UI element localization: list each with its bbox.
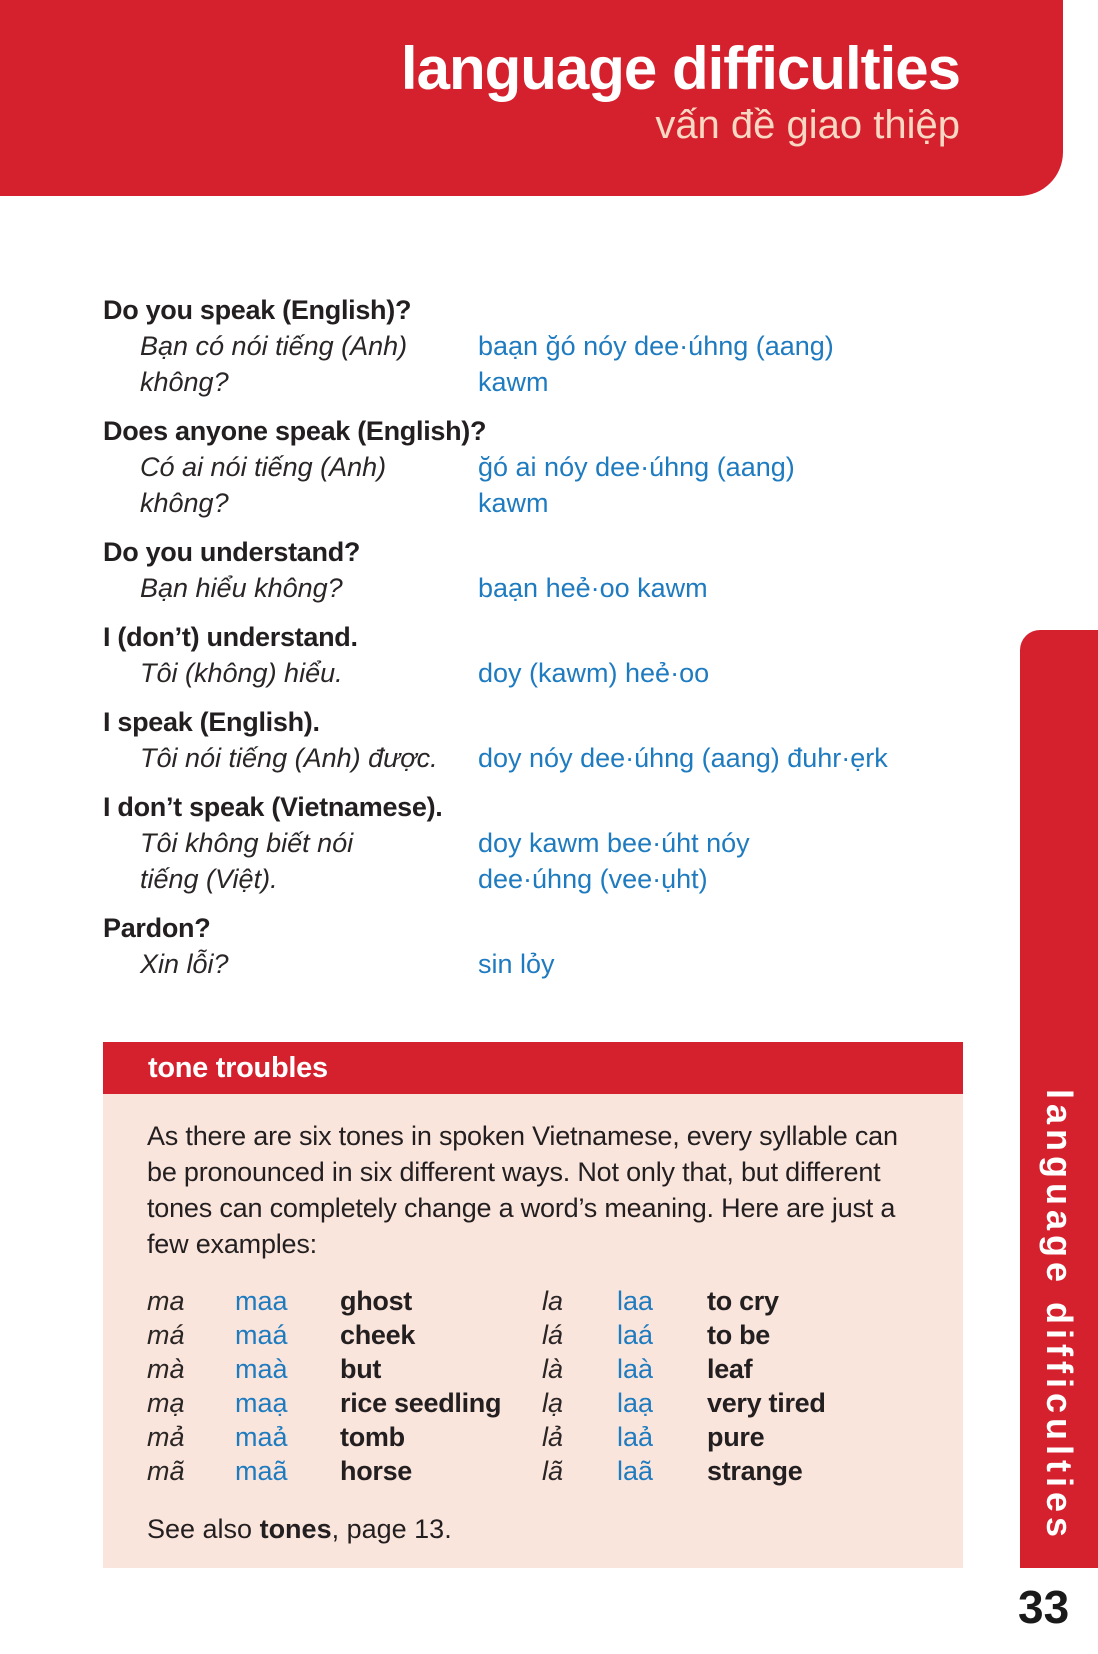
tone-cell-pronunciation: laà	[617, 1354, 654, 1384]
vietnamese-line: Xin lỗi?	[140, 949, 229, 979]
tone-cell-meaning: pure	[707, 1422, 765, 1452]
phrase-block-i-dont-speak	[0, 789, 980, 897]
phrase-translation-row	[0, 328, 980, 400]
tone-cell-pronunciation: laả	[617, 1422, 654, 1452]
tone-cell-vietnamese: là	[542, 1354, 564, 1384]
tone-cell-meaning: leaf	[707, 1354, 753, 1384]
phrase-pronunciation	[478, 825, 980, 897]
phrase-pronunciation	[478, 328, 980, 400]
phrase-vietnamese	[140, 655, 478, 691]
phrase-english: Do you speak (English)?	[103, 295, 412, 325]
tone-troubles-paragraph: As there are six tones in spoken Vietnamese, every syllable can be pronounced in six different ways. Not only that, but different tones can completely change a word’s meaning. Here are just a few examples:	[147, 1121, 898, 1259]
tone-cell-vietnamese: la	[542, 1286, 564, 1316]
phrase-vietnamese	[140, 449, 478, 521]
tone-troubles-header	[103, 1042, 963, 1094]
tone-cell-meaning: tomb	[340, 1422, 405, 1452]
pronunciation-line: doy nóy dee·úhng (aang) đuhr·ẹrk	[478, 743, 888, 773]
phrase-english: I (don’t) understand.	[103, 622, 358, 652]
vietnamese-line: Tôi không biết nói	[140, 828, 354, 858]
pronunciation-line: dee·úhng (vee·ụht)	[478, 864, 708, 894]
tone-cell-pronunciation: laạ	[617, 1388, 654, 1418]
phrase-translation-row	[0, 825, 980, 897]
phrase-vietnamese	[140, 946, 478, 982]
tone-cell-vietnamese: má	[147, 1320, 185, 1350]
tone-cell-meaning: ghost	[340, 1286, 412, 1316]
phrase-translation-row	[0, 740, 980, 776]
phrase-english: I don’t speak (Vietnamese).	[103, 792, 443, 822]
tone-cell-pronunciation: laá	[617, 1320, 654, 1350]
tone-cell-pronunciation: maạ	[235, 1388, 288, 1418]
pronunciation-line: doy (kawm) heẻ·oo	[478, 658, 710, 688]
tone-cell-meaning: to cry	[707, 1286, 779, 1316]
tone-cell-vietnamese: mà	[147, 1354, 185, 1384]
tone-cell-meaning: rice seedling	[340, 1388, 502, 1418]
tone-cell-pronunciation: laa	[617, 1286, 654, 1316]
phrase-block-i-speak	[0, 704, 980, 776]
tone-cell-pronunciation: maã	[235, 1456, 288, 1486]
tone-troubles-box	[103, 1042, 963, 1568]
see-also-prefix: See also	[147, 1514, 260, 1544]
phrase-block-do-you-understand	[0, 534, 980, 606]
tone-cell-vietnamese: mả	[147, 1422, 185, 1452]
phrase-pronunciation	[478, 740, 980, 776]
phrase-translation-row	[0, 449, 980, 521]
phrase-vietnamese	[140, 740, 478, 776]
vietnamese-line: Tôi nói tiếng (Anh) được.	[140, 743, 438, 773]
phrase-list	[0, 292, 980, 995]
pronunciation-line: kawm	[478, 367, 549, 397]
phrase-vietnamese	[140, 825, 478, 897]
tone-cell-pronunciation: maà	[235, 1354, 288, 1384]
pronunciation-line: ğó ai nóy dee·úhng (aang)	[478, 452, 795, 482]
tone-cell-meaning: strange	[707, 1456, 803, 1486]
phrase-pronunciation	[478, 449, 980, 521]
phrase-block-do-you-speak	[0, 292, 980, 400]
tone-cell-meaning: but	[340, 1354, 382, 1384]
tone-cell-pronunciation: maả	[235, 1422, 288, 1452]
vietnamese-line: tiếng (Việt).	[140, 864, 278, 894]
see-also-note	[147, 1512, 919, 1546]
tone-cell-vietnamese: lạ	[542, 1388, 564, 1418]
phrase-vietnamese	[140, 328, 478, 400]
tone-cell-pronunciation: maá	[235, 1320, 288, 1350]
page-number: 33	[1018, 1581, 1070, 1633]
tone-cell-meaning: very tired	[707, 1388, 826, 1418]
see-also-suffix: , page 13.	[331, 1514, 452, 1544]
tone-cell-vietnamese: lả	[542, 1422, 564, 1452]
tone-cell-vietnamese: ma	[147, 1286, 185, 1316]
phrase-translation-row	[0, 570, 980, 606]
see-also-reference: tones	[259, 1514, 332, 1544]
phrase-block-pardon	[0, 910, 980, 982]
chapter-side-tab-label: language difficulties	[1039, 1088, 1080, 1542]
phrase-english: Does anyone speak (English)?	[103, 416, 487, 446]
pronunciation-line: baạn ğó nóy dee·úhng (aang)	[478, 331, 834, 361]
phrase-translation-row	[0, 655, 980, 691]
phrase-pronunciation	[478, 570, 980, 606]
pronunciation-line: doy kawm bee·úht nóy	[478, 828, 750, 858]
tone-troubles-title: tone troubles	[148, 1051, 328, 1084]
vietnamese-line: không?	[140, 488, 229, 518]
phrase-english: Do you understand?	[103, 537, 361, 567]
tone-cell-vietnamese: mã	[147, 1456, 185, 1486]
phrase-block-i-dont-understand	[0, 619, 980, 691]
phrase-pronunciation	[478, 655, 980, 691]
phrase-translation-row	[0, 946, 980, 982]
chapter-title: language difficulties	[400, 35, 960, 102]
tone-cell-vietnamese: lã	[542, 1456, 564, 1486]
phrase-english: Pardon?	[103, 913, 211, 943]
vietnamese-line: Tôi (không) hiểu.	[140, 658, 343, 688]
tone-cell-vietnamese: lá	[542, 1320, 564, 1350]
pronunciation-line: baạn heẻ·oo kawm	[478, 573, 708, 603]
tone-cell-meaning: to be	[707, 1320, 770, 1350]
phrase-pronunciation	[478, 946, 980, 982]
tone-cell-meaning: cheek	[340, 1320, 416, 1350]
tone-troubles-body	[103, 1094, 963, 1546]
phrase-block-does-anyone-speak	[0, 413, 980, 521]
phrase-vietnamese	[140, 570, 478, 606]
chapter-banner	[0, 0, 1063, 196]
tone-cell-pronunciation: maa	[235, 1286, 288, 1316]
vietnamese-line: không?	[140, 367, 229, 397]
vietnamese-line: Bạn có nói tiếng (Anh)	[140, 331, 408, 361]
tone-cell-vietnamese: mạ	[147, 1388, 185, 1418]
vietnamese-line: Bạn hiểu không?	[140, 573, 343, 603]
tone-cell-meaning: horse	[340, 1456, 413, 1486]
pronunciation-line: kawm	[478, 488, 549, 518]
pronunciation-line: sin lỏy	[478, 949, 555, 979]
phrase-english: I speak (English).	[103, 707, 320, 737]
tone-examples-table	[147, 1284, 919, 1488]
vietnamese-line: Có ai nói tiếng (Anh)	[140, 452, 387, 482]
chapter-side-tab	[1020, 630, 1098, 1568]
tone-cell-pronunciation: laã	[617, 1456, 654, 1486]
chapter-subtitle: vấn đề giao thiệp	[655, 103, 960, 147]
